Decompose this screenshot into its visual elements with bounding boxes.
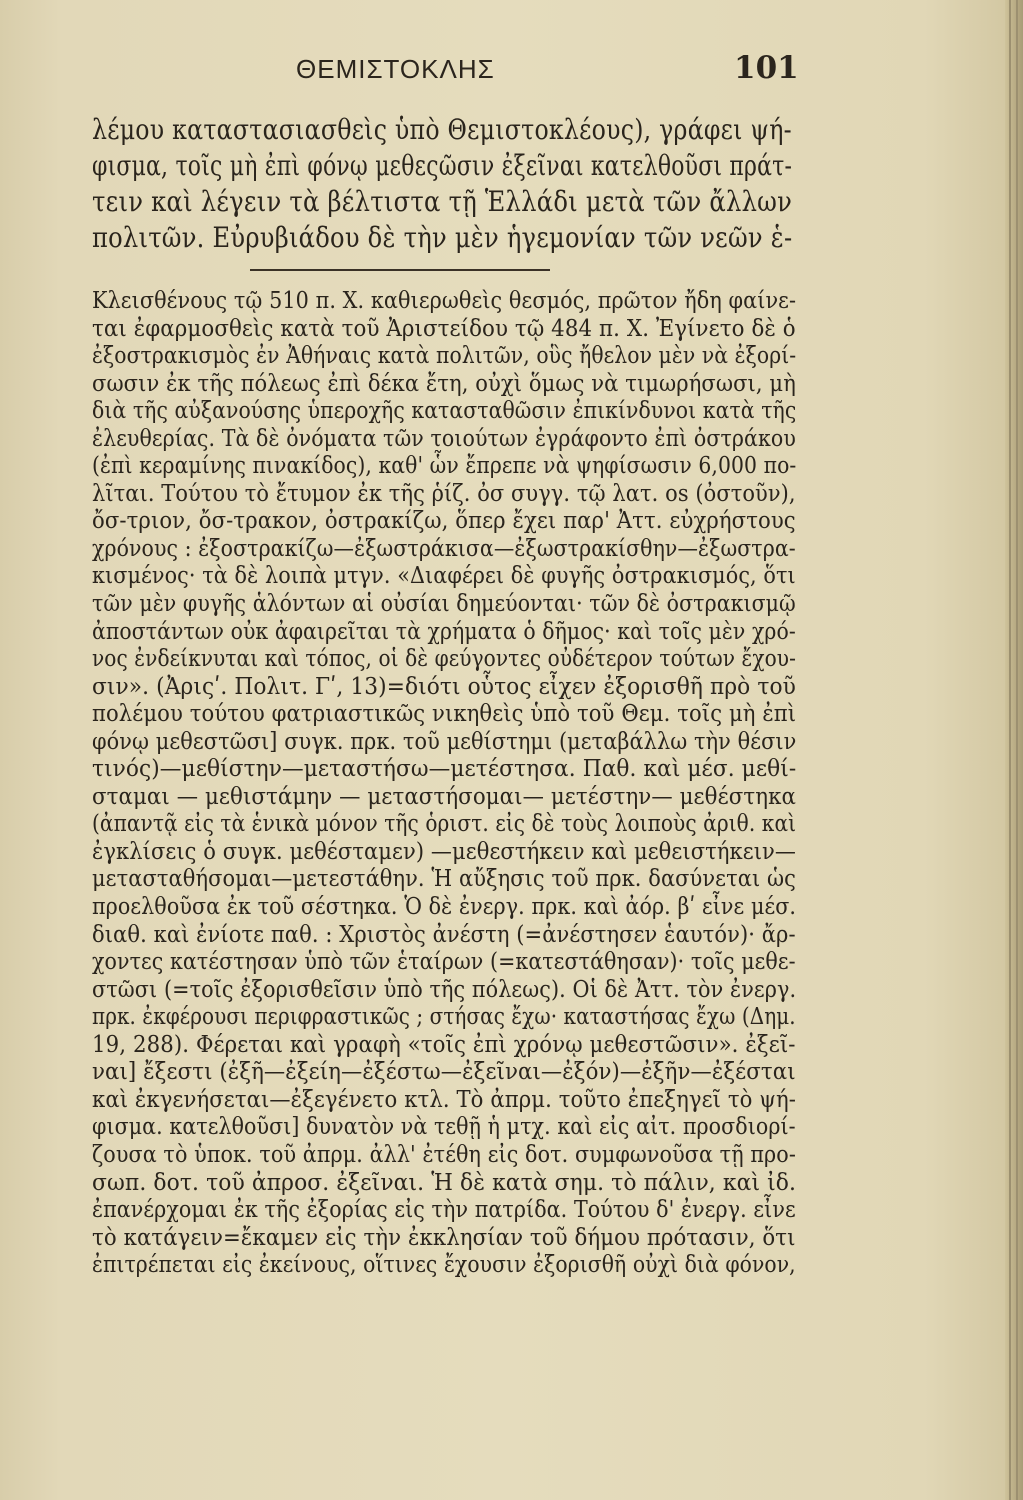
main-text [92, 112, 792, 256]
footnote-line: προελθοῦσα ἐκ τοῦ σέστηκα. Ὁ δὲ ἐνεργ. πρκ. καὶ ἀόρ. βʹ εἶνε μέσ. [92, 894, 797, 921]
footnote-line: τῶν μὲν φυγῆς ἁλόντων αἱ οὐσίαι δημεύονται· τῶν δὲ ὀστρακισμῷ [92, 591, 796, 618]
main-text-line: τειν καὶ λέγειν τὰ βέλτιστα τῇ Ἑλλάδι μετὰ τῶν ἄλλων [92, 185, 793, 218]
footnote-line: ἐγκλίσεις ὁ συγκ. μεθέσταμεν) —μεθεστήκειν καὶ μεθειστήκειν— [92, 838, 797, 865]
footnote-line: Κλεισθένους τῷ 510 π. Χ. καθιερωθεὶς θεσμός, πρῶτον ἤδη φαίνε- [92, 288, 797, 314]
page-number: 101 [734, 50, 799, 86]
footnote-line: ἐπιτρέπεται εἰς ἐκείνους, οἵτινες ἔχουσιν ἐξορισθῆ οὐχὶ διὰ φόνον, [92, 1252, 796, 1279]
footnote-line: ἀποστάντων οὐκ ἀφαιρεῖται τὰ χρήματα ὁ δῆμος· καὶ τοῖς μὲν χρό- [92, 618, 796, 645]
footnote-line: τινός)—μεθίστην—μεταστήσω—μετέστησα. Παθ. καὶ μέσ. μεθί- [92, 756, 797, 783]
footnote-line: ὄσ-τριον, ὄσ-τρακον, ὀστρακίζω, ὅπερ ἔχει παρ' Ἀττ. εὐχρήστους [92, 508, 796, 535]
footnote-line: ἐλευθερίας. Τὰ δὲ ὀνόματα τῶν τοιούτων ἐγράφοντο ἐπὶ ὀστράκου [92, 425, 796, 452]
footnote-line: διαθ. καὶ ἐνίοτε παθ. : Χριστὸς ἀνέστη (=ἀνέστησεν ἑαυτόν)· ἄρ- [92, 921, 796, 948]
page-edge-line [1009, 0, 1011, 1500]
footnote-line: τὸ κατάγειν=ἔκαμεν εἰς τὴν ἐκκλησίαν τοῦ δήμου πρότασιν, ὅτι [92, 1224, 796, 1251]
footnote-line: χοντες κατέστησαν ὑπὸ τῶν ἑταίρων (=κατεστάθησαν)· τοῖς μεθε- [92, 949, 796, 976]
footnote-line: κισμένος· τὰ δὲ λοιπὰ μτγν. «Διαφέρει δὲ φυγῆς ὀστρακισμός, ὅτι [92, 563, 796, 590]
footnote-line: μετασταθήσομαι—μετεστάθην. Ἡ αὔξησις τοῦ πρκ. δασύνεται ὡς [92, 866, 796, 893]
footnote-separator [250, 269, 550, 271]
footnote-line: στῶσι (=τοῖς ἐξορισθεῖσιν ὑπὸ τῆς πόλεως). Οἱ δὲ Ἀττ. τὸν ἐνεργ. [92, 976, 797, 1003]
footnote-line: διὰ τῆς αὐξανούσης ὑπεροχῆς κατασταθῶσιν ἐπικίνδυνοι κατὰ τῆς [92, 398, 797, 425]
main-text-line: πολιτῶν. Εὐρυβιάδου δὲ τὴν μὲν ἡγεμονίαν τῶν νεῶν ἑ- [92, 221, 793, 254]
page-header [0, 50, 1005, 90]
footnote-line: λῖται. Τούτου τὸ ἔτυμον ἐκ τῆς ῥίζ. ὀσ συγγ. τῷ λατ. os (ὀστοῦν), [92, 480, 796, 507]
footnote-line: καὶ ἐκγενήσεται—ἐξεγένετο κτλ. Τὸ ἀπρμ. τοῦτο ἐπεξηγεῖ τὸ ψή- [92, 1086, 797, 1113]
main-text-line: λέμου καταστασιασθεὶς ὑπὸ Θεμιστοκλέους), γράφει ψή- [92, 113, 792, 146]
footnote-line: (ἐπὶ κεραμίνης πινακίδος), καθ' ὧν ἔπρεπε νὰ ψηφίσωσιν 6,000 πο- [92, 453, 797, 480]
footnote-line: (ἀπαντᾷ εἰς τὰ ἑνικὰ μόνον τῆς ὁριστ. εἰς δὲ τοὺς λοιποὺς ἀριθ. καὶ [92, 811, 797, 838]
footnote-line: φόνῳ μεθεστῶσι] συγκ. πρκ. τοῦ μεθίστημι (μεταβάλλω τὴν θέσιν [92, 728, 797, 755]
footnote-line: χρόνους : ἐξοστρακίζω—ἐξωστράκισα—ἐξωστρακίσθην—ἐξωστρα- [92, 535, 796, 562]
footnote-line: ἐξοστρακισμὸς ἐν Ἀθήναις κατὰ πολιτῶν, οὓς ἤθελον μὲν νὰ ἐξορί- [92, 343, 797, 370]
footnote-line: ζουσα τὸ ὑποκ. τοῦ ἀπρμ. ἀλλ' ἐτέθη εἰς δοτ. συμφωνοῦσα τῇ προ- [92, 1141, 796, 1168]
footnote-line: ἐπανέρχομαι ἐκ τῆς ἐξορίας εἰς τὴν πατρίδα. Τούτου δ' ἐνεργ. εἶνε [92, 1197, 796, 1224]
footnote-line: πρκ. ἐκφέρουσι περιφραστικῶς ; στήσας ἔχω· καταστήσας ἔχω (Δημ. [92, 1004, 796, 1031]
footnote-line: σταμαι — μεθιστάμην — μεταστήσομαι— μετέστην— μεθέστηκα [92, 783, 797, 810]
footnote-line: ναι] ἔξεστι (ἐξῆ—ἐξείη—ἐξέστω—ἐξεῖναι—ἐξόν)—ἐξῆν—ἐξέσται [92, 1059, 796, 1086]
main-text-line: φισμα, τοῖς μὴ ἐπὶ φόνῳ μεθεςῶσιν ἐξεῖναι κατελθοῦσι πράτ- [92, 149, 793, 182]
footnote-line: νος ἐνδείκνυται καὶ τόπος, οἱ δὲ φεύγοντες οὐδέτερον τούτων ἔχου- [92, 646, 796, 673]
footnote-line: σωπ. δοτ. τοῦ ἀπροσ. ἐξεῖναι. Ἡ δὲ κατὰ σημ. τὸ πάλιν, καὶ ἰδ. [92, 1169, 797, 1196]
footnote-line: σωσιν ἐκ τῆς πόλεως ἐπὶ δέκα ἔτη, οὐχὶ ὅμως νὰ τιμωρήσωσι, μὴ [92, 370, 796, 397]
page-edge-line [1016, 0, 1018, 1500]
footnote-line: φισμα. κατελθοῦσι] δυνατὸν νὰ τεθῇ ἡ μτχ. καὶ εἰς αἰτ. προσδιορί- [92, 1114, 796, 1141]
footnote-line: ται ἐφαρμοσθεὶς κατὰ τοῦ Ἀριστείδου τῷ 484 π. Χ. Ἐγίνετο δὲ ὁ [92, 315, 796, 342]
page-edge [1005, 0, 1023, 1500]
footnote-line: πολέμου τούτου φατριαστικῶς νικηθεὶς ὑπὸ τοῦ Θεμ. τοῖς μὴ ἐπὶ [92, 701, 797, 728]
footnote-line: 19, 288). Φέρεται καὶ γραφὴ «τοῖς ἐπὶ χρόνῳ μεθεστῶσιν». ἐξεῖ- [92, 1031, 796, 1058]
footnotes [92, 288, 796, 1280]
footnote-line: σιν». (Ἀριςʹ. Πολιτ. Γʹ, 13)=διότι οὗτος εἶχεν ἐξορισθῆ πρὸ τοῦ [92, 673, 796, 700]
running-title: ΘΕΜΙΣΤΟΚΛΗΣ [296, 54, 495, 84]
